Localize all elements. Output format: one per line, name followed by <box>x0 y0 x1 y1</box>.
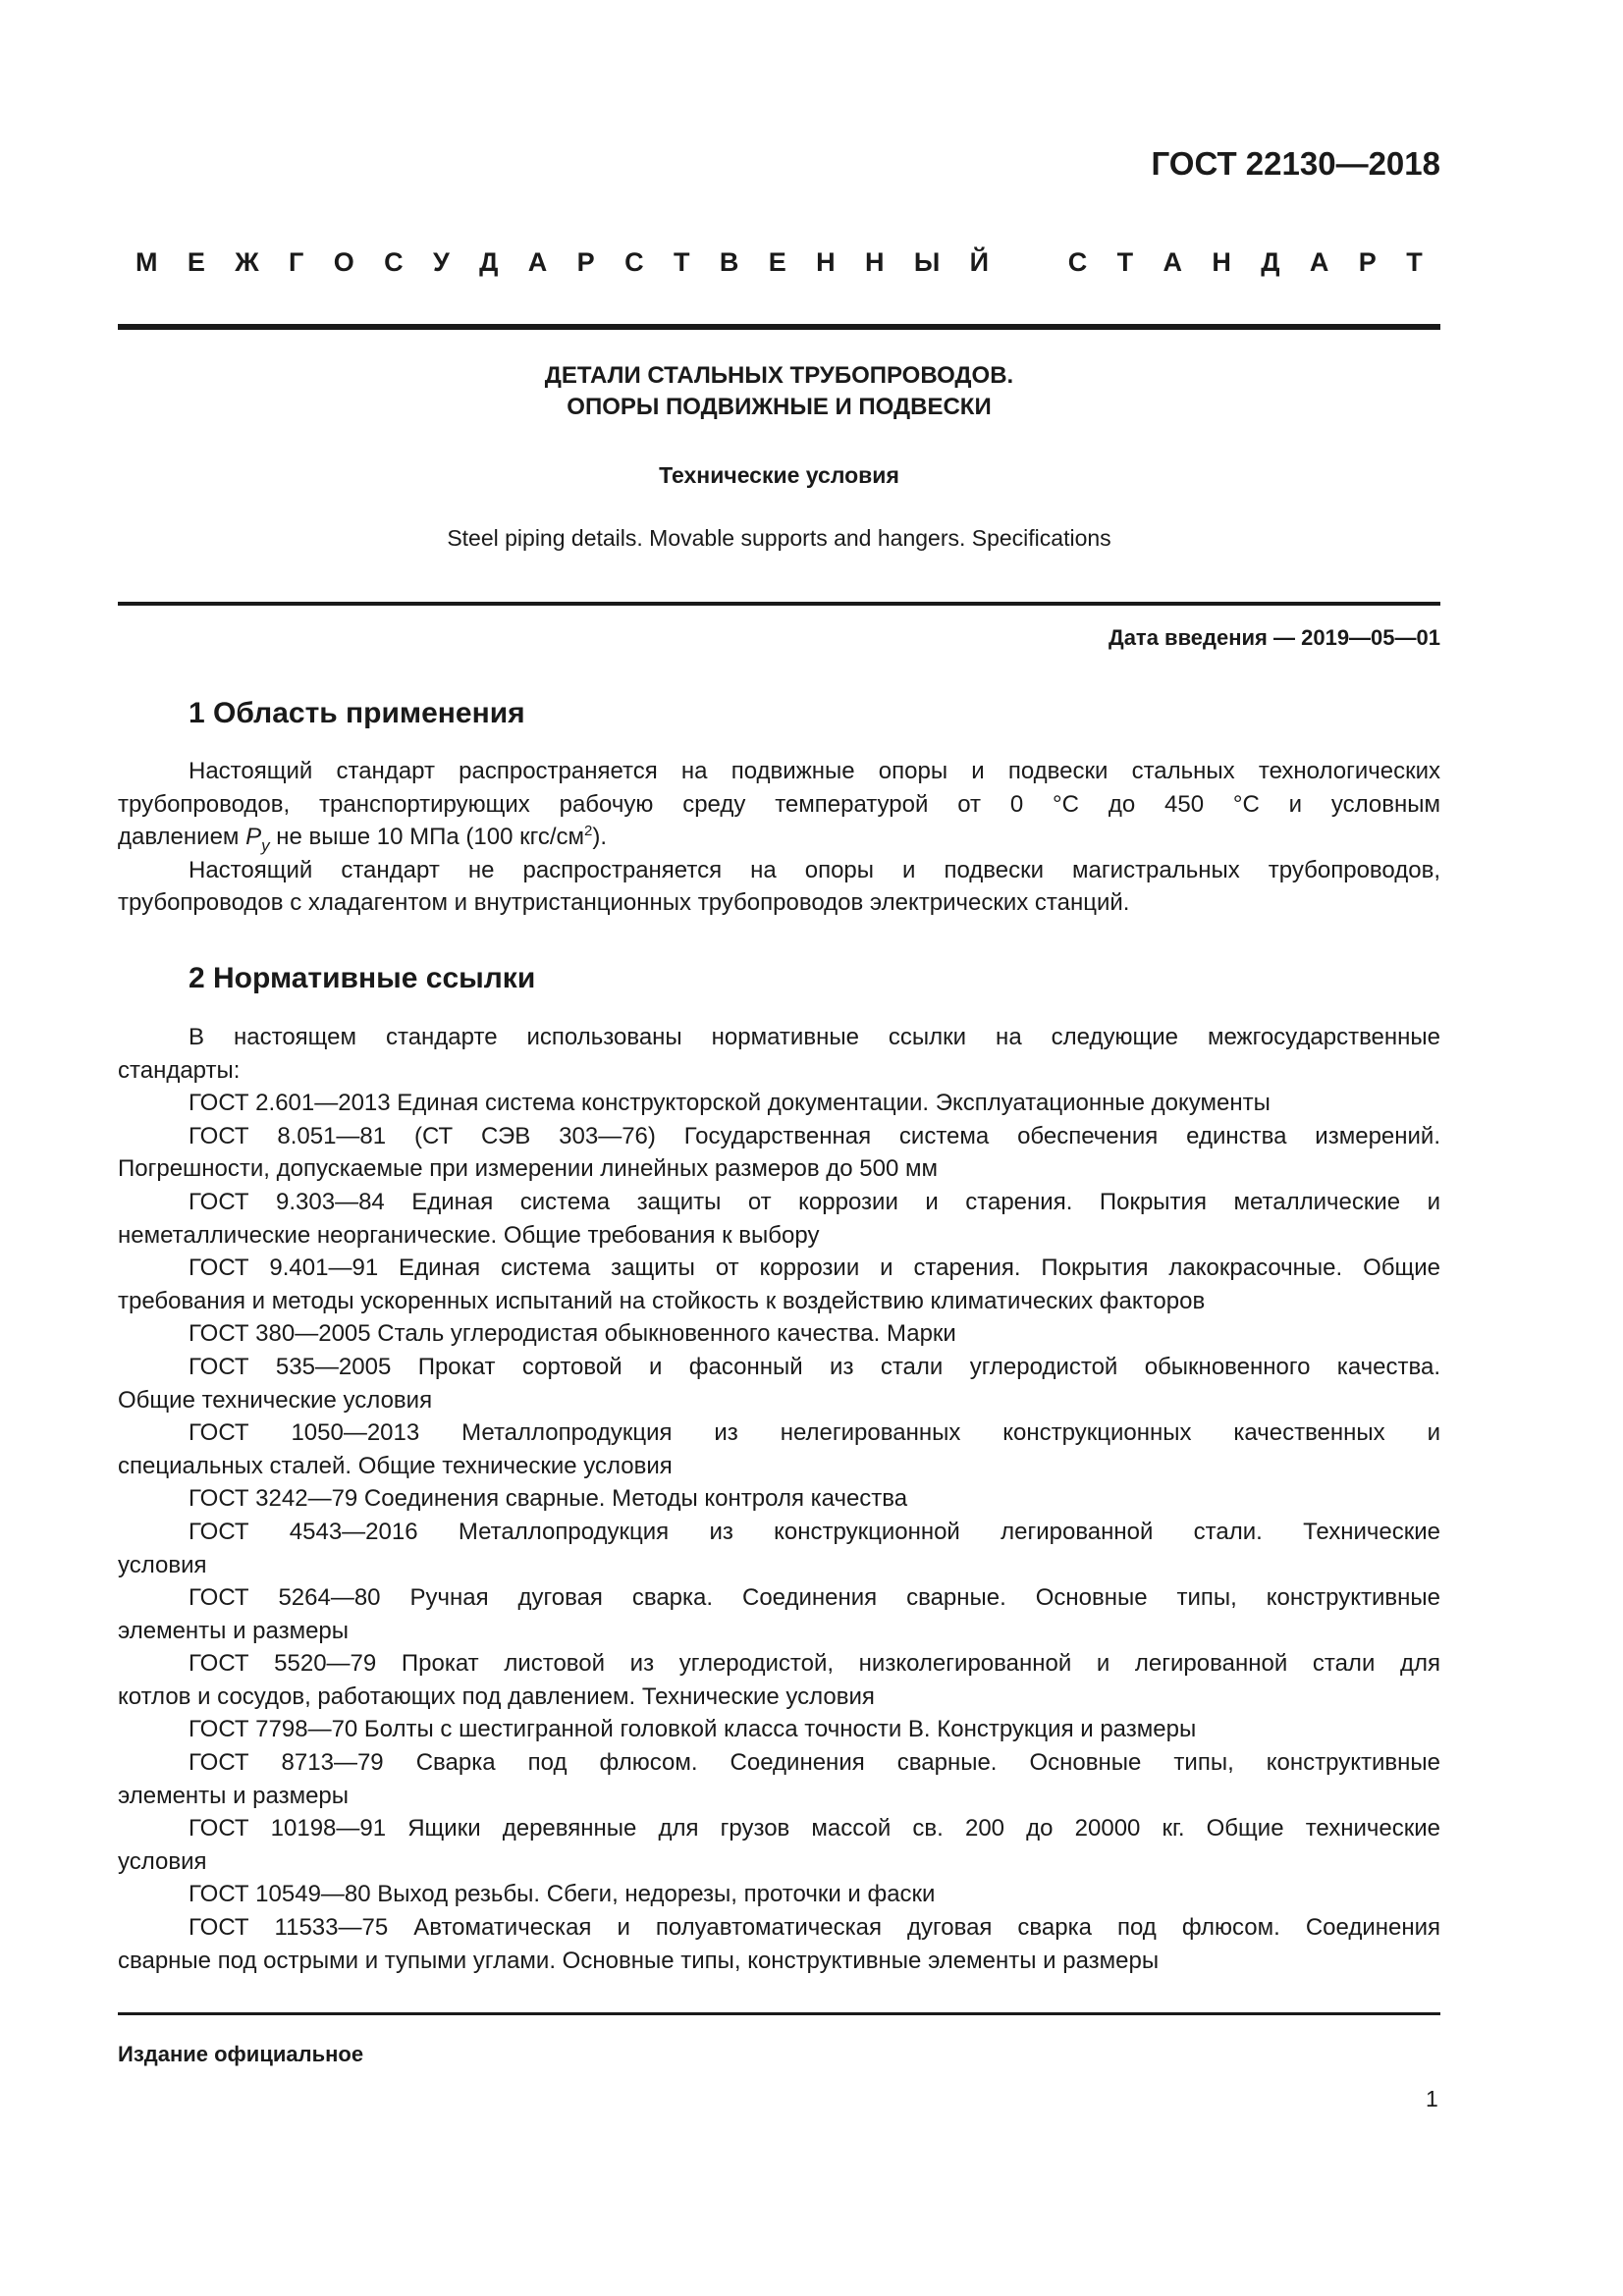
reference-item <box>118 1482 1440 1516</box>
page-number: 1 <box>1426 2086 1438 2111</box>
paragraph-line: специальных сталей. Общие технические условия <box>118 1452 673 1479</box>
reference-item <box>118 1087 1440 1120</box>
introduction-date: Дата введения — 2019—05—01 <box>1109 625 1440 650</box>
paragraph-line: Общие технические условия <box>118 1386 433 1414</box>
pressure-symbol: P <box>245 824 262 851</box>
paragraph-line: неметаллические неорганические. Общие требования к выбору <box>118 1221 820 1249</box>
heading-letter: Д <box>1261 247 1280 277</box>
text: не выше 10 МПа (100 кгс/см <box>269 824 585 851</box>
heading-letter: Н <box>1212 247 1231 277</box>
document-title-line-1: ДЕТАЛИ СТАЛЬНЫХ ТРУБОПРОВОДОВ. <box>544 362 1014 389</box>
heading-letter: Е <box>768 247 786 277</box>
paragraph-line: стандарты: <box>118 1056 241 1084</box>
reference-item <box>118 1878 1440 1911</box>
paragraph-line: ГОСТ 11533—75 Автоматическая и полуавтоматическая дуговая сварка под флюсом. Соединения <box>189 1914 1440 1942</box>
english-title: Steel piping details. Movable supports and hangers. Specifications <box>447 525 1111 551</box>
heading-letter: А <box>1309 247 1329 277</box>
document-number: ГОСТ 22130—2018 <box>1151 145 1440 182</box>
paragraph-line: ГОСТ 10549—80 Выход резьбы. Сбеги, недорезы, проточки и фаски <box>189 1881 936 1908</box>
paragraph-line: требования и методы ускоренных испытаний на стойкость к воздействию климатических факторов <box>118 1287 1206 1314</box>
heading-letter: В <box>719 247 739 277</box>
paragraph-line: ГОСТ 3242—79 Соединения сварные. Методы контроля качества <box>189 1485 908 1513</box>
reference-item <box>118 1317 1440 1351</box>
heading-letter: Р <box>576 247 595 277</box>
heading-letter: А <box>527 247 548 277</box>
paragraph-line: котлов и сосудов, работающих под давлением. Технические условия <box>118 1682 875 1710</box>
paragraph-line: условия <box>118 1551 207 1578</box>
document-subtitle: Технические условия <box>659 462 899 488</box>
normative-references-list <box>118 1021 1440 1977</box>
heading-letter: Ы <box>913 247 941 277</box>
paragraph-line: ГОСТ 535—2005 Прокат сортовой и фасонный из стали углеродистой обыкновенного качества. <box>189 1353 1440 1380</box>
heading-letter: Т <box>1116 247 1134 277</box>
paragraph-line: Настоящий стандарт распространяется на подвижные опоры и подвески стальных технологических <box>189 758 1440 784</box>
heading-letter: Д <box>479 247 499 277</box>
superscript: 2 <box>584 823 593 840</box>
document-title-line-2: ОПОРЫ ПОДВИЖНЫЕ И ПОДВЕСКИ <box>567 394 992 420</box>
heading-letter: Н <box>864 247 885 277</box>
paragraph-line: ГОСТ 4543—2016 Металлопродукция из конструкционной легированной стали. Технические <box>189 1518 1440 1545</box>
reference-item <box>118 1713 1440 1746</box>
paragraph-line: Настоящий стандарт не распространяется на опоры и подвески магистральных трубопроводов, <box>189 856 1440 883</box>
heading-letter: Г <box>289 247 304 277</box>
heading-letter: А <box>1163 247 1183 277</box>
paragraph-line: условия <box>118 1847 207 1875</box>
paragraph-line: В настоящем стандарте использованы нормативные ссылки на следующие межгосударственные <box>189 1024 1440 1050</box>
heading-letter: О <box>333 247 354 277</box>
paragraph-line: ГОСТ 10198—91 Ящики деревянные для грузов массой св. 200 до 20000 кг. Общие технические <box>189 1815 1440 1842</box>
heading-letter: Ж <box>235 247 259 277</box>
reference-item <box>118 1120 1440 1186</box>
paragraph-line: ГОСТ 9.303—84 Единая система защиты от коррозии и старения. Покрытия металлические и <box>189 1188 1440 1215</box>
paragraph-line <box>118 821 1440 854</box>
paragraph-line: ГОСТ 5520—79 Прокат листовой из углеродистой, низколегированной и легированной стали для <box>189 1650 1440 1678</box>
heading-letter: У <box>433 247 450 277</box>
text: давлением <box>118 824 246 851</box>
heading-letter: С <box>624 247 644 277</box>
section-2-heading: 2 Нормативные ссылки <box>189 962 536 994</box>
heading-letter: Н <box>816 247 836 277</box>
reference-item <box>118 1516 1440 1581</box>
heading-letter: М <box>135 247 158 277</box>
standard-type-heading <box>118 247 1440 278</box>
heading-letter <box>1018 247 1038 278</box>
paragraph-line: ГОСТ 5264—80 Ручная дуговая сварка. Соединения сварные. Основные типы, конструктивные <box>189 1584 1440 1612</box>
official-edition-label: Издание официальное <box>118 2042 364 2066</box>
paragraph-line: трубопроводов с хладагентом и внутристанционных трубопроводов электрических станций. <box>118 889 1130 917</box>
paragraph-line: ГОСТ 380—2005 Сталь углеродистая обыкновенного качества. Марки <box>189 1320 956 1348</box>
reference-item <box>118 1186 1440 1252</box>
paragraph-line: ГОСТ 8.051—81 (СТ СЭВ 303—76) Государственная система обеспечения единства измерений. <box>189 1122 1440 1149</box>
section-1-heading: 1 Область применения <box>189 697 525 729</box>
paragraph-line: сварные под острыми и тупыми углами. Основные типы, конструктивные элементы и размеры <box>118 1947 1160 1974</box>
intro-paragraph <box>118 1021 1440 1087</box>
reference-item <box>118 1647 1440 1713</box>
paragraph-line: ГОСТ 7798—70 Болты с шестигранной головкой класса точности В. Конструкция и размеры <box>189 1716 1197 1743</box>
section-1-body <box>118 755 1440 920</box>
paragraph-line: ГОСТ 9.401—91 Единая система защиты от коррозии и старения. Покрытия лакокрасочные. Общие <box>189 1255 1440 1282</box>
paragraph-line: ГОСТ 2.601—2013 Единая система конструкторской документации. Эксплуатационные документы <box>189 1090 1271 1117</box>
footer-divider <box>118 2012 1440 2015</box>
heading-letter: Т <box>1406 247 1423 277</box>
paragraph-line: ГОСТ 1050—2013 Металлопродукция из нелегированных конструкционных качественных и <box>189 1419 1440 1447</box>
paragraph-line: трубопроводов, транспортирующих рабочую среду температурой от 0 °С до 450 °С и условным <box>118 790 1440 818</box>
paragraph-line: Погрешности, допускаемые при измерении линейных размеров до 500 мм <box>118 1155 939 1183</box>
heading-letter: Й <box>969 247 990 277</box>
text: ). <box>592 824 608 851</box>
title-divider <box>118 602 1440 606</box>
heading-letter: Т <box>673 247 690 277</box>
heading-letter: С <box>1067 247 1088 277</box>
paragraph-line: элементы и размеры <box>118 1617 350 1644</box>
reference-item <box>118 1746 1440 1812</box>
reference-item <box>118 1812 1440 1878</box>
reference-item <box>118 1416 1440 1482</box>
reference-item <box>118 1581 1440 1647</box>
paragraph-line: элементы и размеры <box>118 1782 350 1809</box>
reference-item <box>118 1351 1440 1416</box>
heading-letter: С <box>384 247 404 277</box>
paragraph-line: ГОСТ 8713—79 Сварка под флюсом. Соединения сварные. Основные типы, конструктивные <box>189 1749 1440 1777</box>
reference-item <box>118 1252 1440 1317</box>
heading-letter: Е <box>187 247 205 277</box>
top-divider <box>118 324 1440 330</box>
pressure-subscript: y <box>261 836 270 856</box>
heading-letter: Р <box>1358 247 1377 277</box>
reference-item <box>118 1911 1440 1977</box>
